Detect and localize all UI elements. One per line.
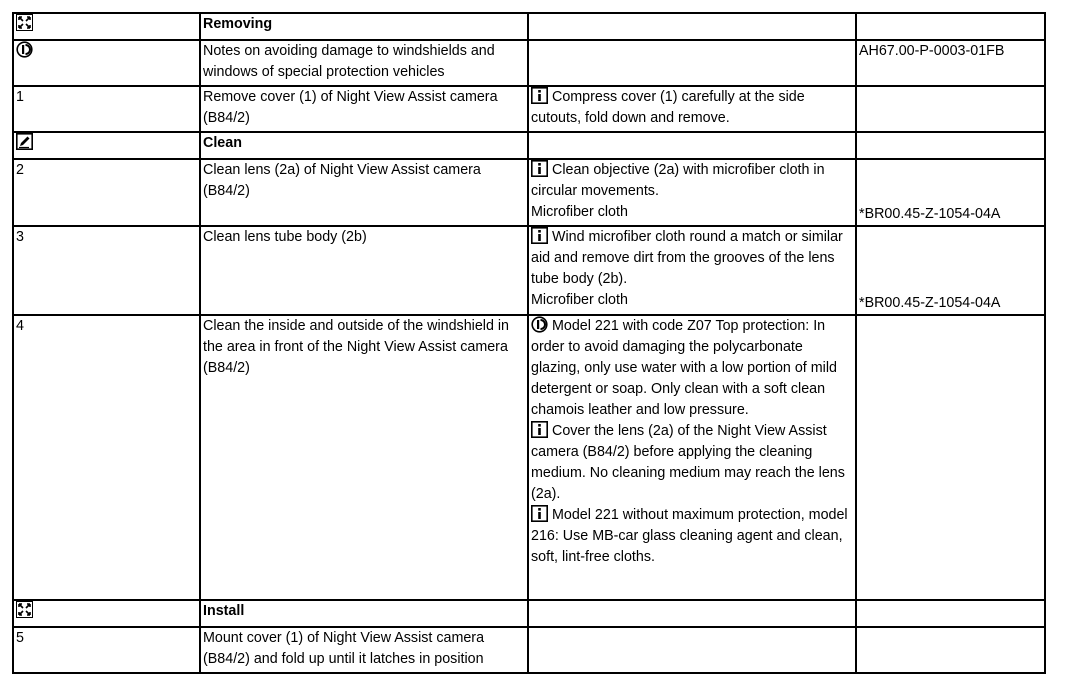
section-label: Clean — [200, 132, 528, 159]
step-note: Compress cover (1) carefully at the side cutouts, fold down and remove. — [531, 89, 805, 126]
step-note: Clean objective (2a) with microfiber cloth in circular movements. — [531, 162, 825, 199]
table-row — [13, 627, 1045, 673]
reference-link[interactable]: *BR00.45-Z-1054-04A — [859, 206, 1001, 222]
section-row-clean — [13, 132, 1045, 159]
info-icon — [531, 505, 548, 522]
warning-note: Model 221 with code Z07 Top protection: In order to avoid damaging the polycarbonate glazing, only use water with a low portion of mild detergent or soap. Only clean with a soft clean chamois leather and low pressure. — [531, 318, 837, 418]
section-row-removing — [13, 13, 1045, 40]
step-note: Wind microfiber cloth round a match or similar aid and remove dirt from the grooves of the lens tube body (2b). — [531, 229, 843, 287]
step-text: Remove cover (1) of Night View Assist camera (B84/2) — [200, 86, 528, 132]
step-number: 1 — [13, 86, 200, 132]
step-note: Cover the lens (2a) of the Night View Assist camera (B84/2) before applying the cleaning medium. No cleaning medium may reach the lens (2a). — [531, 423, 845, 502]
tool-name: Microfiber cloth — [531, 204, 628, 220]
step-text: Clean lens (2a) of Night View Assist camera (B84/2) — [200, 159, 528, 226]
section-label: Install — [200, 600, 528, 627]
info-icon — [531, 421, 548, 438]
step-number: 4 — [13, 315, 200, 600]
tool-name: Microfiber cloth — [531, 292, 628, 308]
edit-icon — [16, 133, 33, 150]
step-number: 2 — [13, 159, 200, 226]
warning-circle-icon — [531, 316, 548, 333]
info-icon — [531, 160, 548, 177]
section-row-install — [13, 600, 1045, 627]
step-note: Model 221 without maximum protection, model 216: Use MB-car glass cleaning agent and clean, soft, lint-free cloths. — [531, 507, 848, 565]
table-row — [13, 86, 1045, 132]
step-number: 3 — [13, 226, 200, 315]
info-icon — [531, 227, 548, 244]
warning-circle-icon — [16, 41, 33, 58]
table-row — [13, 40, 1045, 86]
section-label: Removing — [200, 13, 528, 40]
step-number: 5 — [13, 627, 200, 673]
step-text: Clean the inside and outside of the windshield in the area in front of the Night View Assist camera (B84/2) — [200, 315, 528, 600]
reference-link[interactable]: AH67.00-P-0003-01FB — [856, 40, 1045, 86]
removal-installation-icon — [16, 601, 33, 618]
removal-installation-icon — [16, 14, 33, 31]
info-icon — [531, 87, 548, 104]
step-text: Clean lens tube body (2b) — [200, 226, 528, 315]
step-text: Mount cover (1) of Night View Assist camera (B84/2) and fold up until it latches in position — [200, 627, 528, 673]
table-row — [13, 159, 1045, 226]
procedure-table — [12, 12, 1046, 674]
table-row — [13, 226, 1045, 315]
reference-link[interactable]: *BR00.45-Z-1054-04A — [859, 295, 1001, 311]
step-text: Notes on avoiding damage to windshields and windows of special protection vehicles — [200, 40, 528, 86]
table-row — [13, 315, 1045, 600]
